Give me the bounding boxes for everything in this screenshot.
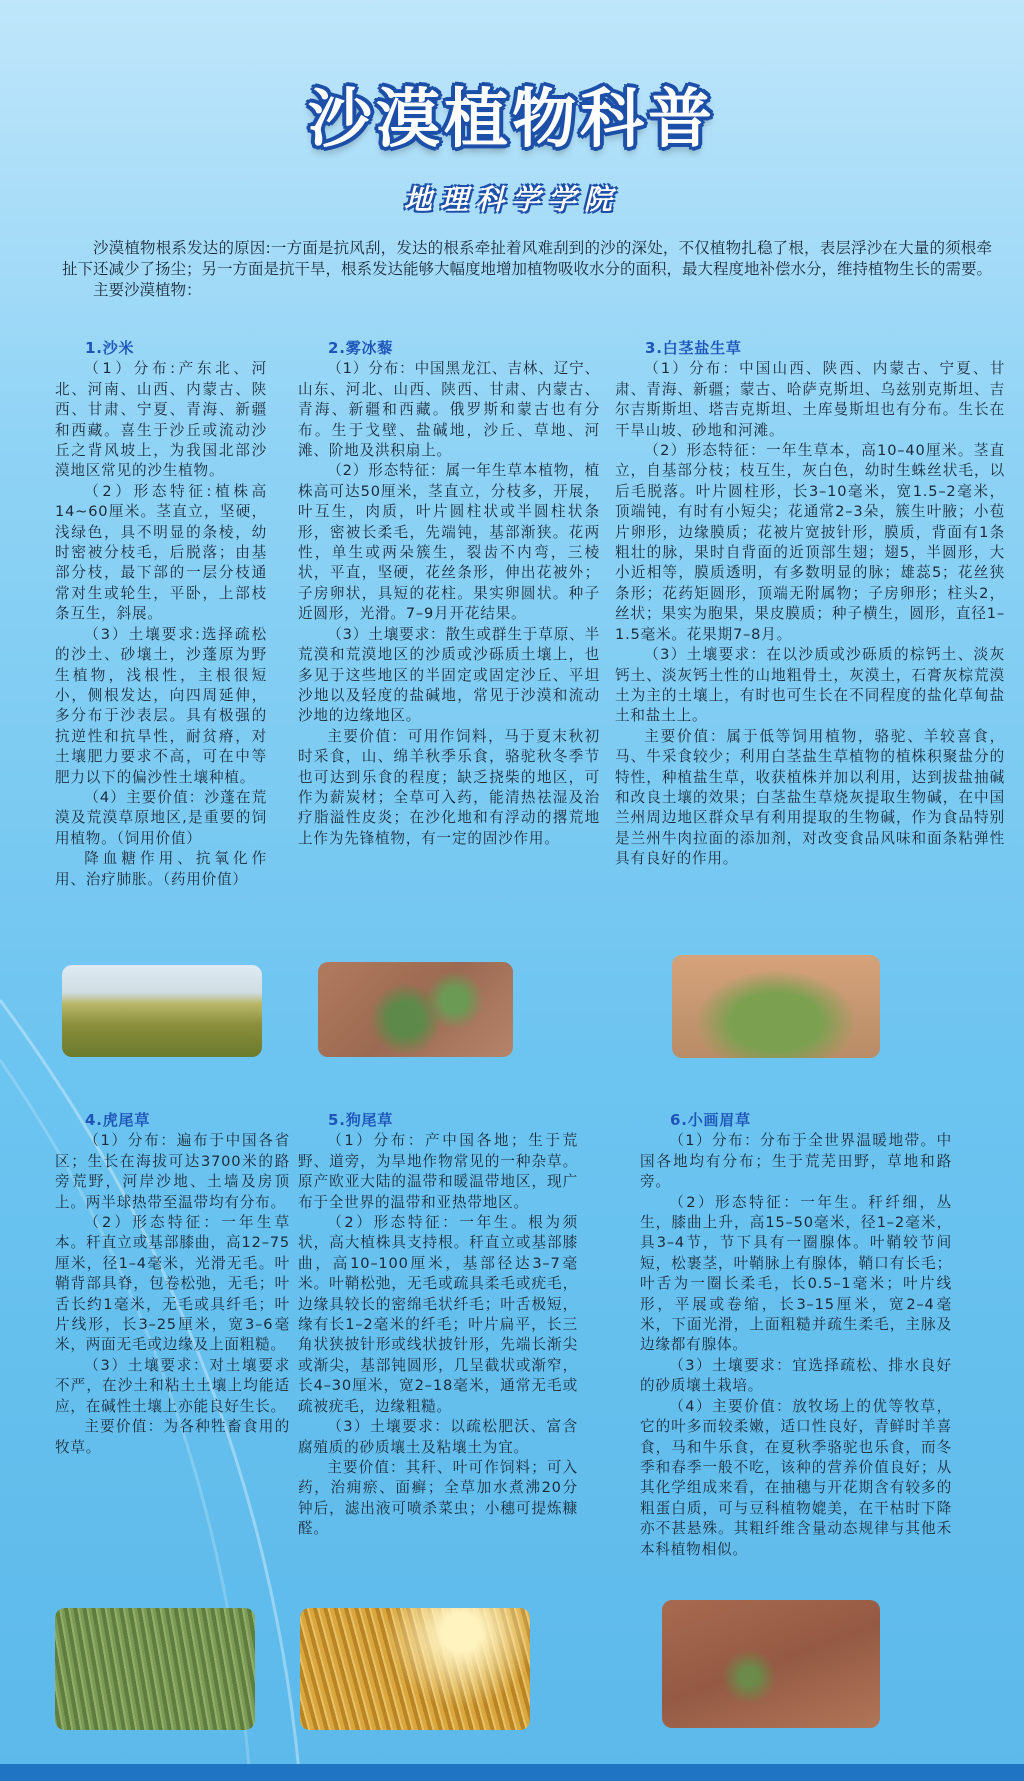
plant-paragraph: （3）土壤要求：在以沙质或沙砾质的棕钙土、淡灰钙土、淡灰钙土性的山地粗骨土，灰漠土，石膏灰棕荒漠土为主的土壤上，有时也可生长在不同程度的盐化草甸盐土和盐土上。: [615, 646, 1005, 725]
plant-title: 5.狗尾草: [328, 1111, 394, 1129]
poster-subtitle: 地理科学学院: [403, 183, 620, 216]
photo-huweicao: [55, 1608, 255, 1730]
plant-paragraph: （2）形态特征：一年生。根为须状，高大植株具支持根。秆直立或基部膝曲，高10–100厘米，基部径达3–7毫米。叶鞘松弛，无毛或疏具柔毛或疣毛，边缘具较长的密绵毛状纤毛；叶舌极短，缘有长1–2毫米的纤毛；叶片扁平，长三角状狭披针形或线状披针形，先端长渐尖或渐尖，基部钝圆形，几呈截状或渐窄，长4–30厘米，宽2–18毫米，通常无毛或疏被疣毛，边缘粗糙。: [298, 1214, 578, 1415]
plant-paragraph: （4）主要价值：放牧场上的优等牧草，它的叶多而较柔嫩，适口性良好，青鲜时羊喜食，马和牛乐食，在夏秋季骆驼也乐食，而冬季和春季一般不吃，该种的营养价值良好；从其化学组成来看，在抽穗与开花期含有较多的粗蛋白质，可与豆科植物媲美，在干枯时下降亦不甚悬殊。其粗纤维含量动态规律与其他禾本科植物相似。: [640, 1397, 952, 1558]
plant-paragraph: （1）分布:产东北、河北、河南、山西、内蒙古、陕西、甘肃、宁夏、青海、新疆和西藏。喜生于沙丘或流动沙丘之背风坡上，为我国北部沙漠地区常见的沙生植物。: [55, 360, 267, 480]
intro-paragraph: 主要沙漠植物：: [93, 281, 202, 299]
plant-title: 1.沙米: [85, 339, 135, 357]
plant-paragraph: 主要价值：为各种牲畜食用的牧草。: [55, 1418, 290, 1456]
intro-paragraph: 沙漠植物根系发达的原因:一方面是抗风刮，发达的根系牵扯着风难刮到的沙的深处，不仅植物扎稳了根，表层浮沙在大量的须根牵扯下还减少了扬尘；另一方面是抗干旱，根系发达能够大幅度地增加植物吸收水分的面积，最大程度地补偿水分，维持植物生长的需要。: [62, 239, 993, 278]
plant-section: [615, 338, 1005, 870]
plant-paragraph: 主要价值：属于低等饲用植物，骆驼、羊较喜食，马、牛采食较少；利用白茎盐生草植物的植株积聚盐分的特性，种植盐生草，收获植株并加以利用，达到拔盐抽碱和改良土壤的效果；白茎盐生草烧灰提取生物碱，在中国兰州周边地区群众早有利用提取的生物碱，作为食品特别是兰州牛肉拉面的添加剂，对改变食品风味和面条粘弹性具有良好的作用。: [615, 727, 1005, 868]
plant-paragraph: （3）土壤要求：宜选择疏松、排水良好的砂质壤土栽培。: [640, 1356, 952, 1395]
plant-section: [640, 1110, 952, 1560]
plant-paragraph: （1）分布：中国山西、陕西、内蒙古、宁夏、甘肃、青海、新疆；蒙古、哈萨克斯坦、乌兹别克斯坦、吉尔吉斯斯坦、塔吉克斯坦、土库曼斯坦也有分布。生长在干旱山坡、砂地和河滩。: [615, 360, 1005, 439]
plant-section: [298, 1110, 578, 1540]
poster-title: 沙漠植物科普: [308, 83, 716, 157]
plant-paragraph: 主要价值：其秆、叶可作饲料；可入药，治痈瘀、面癣；全草加水煮沸20分钟后，滤出液可喷杀菜虫；小穗可提炼糠醛。: [298, 1458, 578, 1538]
plant-paragraph: （2）形态特征：一年生。秆纤细，丛生，膝曲上升，高15–50毫米，径1–2毫米，具3–4节，节下具有一圈腺体。叶鞘较节间短，松裹茎，叶鞘脉上有腺体，鞘口有长毛；叶舌为一圈长柔毛，长0.5–1毫米；叶片线形，平展或卷缩，长3–15厘米，宽2–4毫米，下面光滑，上面粗糙并疏生柔毛，主脉及边缘都有腺体。: [640, 1193, 952, 1354]
plant-paragraph: 主要价值：可用作饲料，马于夏末秋初时采食，山、绵羊秋季乐食，骆驼秋冬季节也可达到乐食的程度；缺乏挠柴的地区，可作为薪炭材；全草可入药，能清热祛湿及治疗脂溢性皮炎；在沙化地和有浮动的撂荒地上作为先锋植物，有一定的固沙作用。: [298, 727, 600, 847]
plant-title: 6.小画眉草: [670, 1111, 751, 1129]
photo-baijingyanshengcao: [672, 955, 880, 1058]
plant-paragraph: （3）土壤要求：对土壤要求不严，在沙土和粘土土壤上均能适应，在碱性土壤上亦能良好生长。: [55, 1356, 290, 1415]
plant-paragraph: （2）形态特征：一年生草本。秆直立或基部膝曲，高12–75厘米，径1–4毫米，光滑无毛。叶鞘背部具脊，包卷松弛，无毛；叶舌长约1毫米，无毛或具纤毛；叶片线形，长3–25厘米，宽3–6毫米，两面无毛或边缘及上面粗糙。: [55, 1214, 290, 1354]
plant-section: [55, 1110, 290, 1458]
plant-paragraph: （4）主要价值：沙蓬在荒漠及荒漠草原地区,是重要的饲用植物。（饲用价值）: [55, 788, 267, 847]
plant-paragraph: （3）土壤要求：散生或群生于草原、半荒漠和荒漠地区的沙质或沙砾质土壤上，也多见于这些地区的半固定或固定沙丘、平坦沙地以及轻度的盐碱地，常见于沙漠和流动沙地的边缘地区。: [298, 625, 600, 725]
intro-text: [62, 238, 992, 301]
plant-title: 4.虎尾草: [85, 1111, 151, 1129]
plant-title: 2.雾冰藜: [328, 339, 394, 357]
plant-paragraph: （1）分布：分布于全世界温暖地带。中国各地均有分布；生于荒芜田野，草地和路旁。: [640, 1132, 952, 1191]
plant-paragraph: （1）分布：遍布于中国各省区；生长在海拔可达3700米的路旁荒野，河岸沙地、土墙及房顶上。两半球热带至温带均有分布。: [55, 1132, 290, 1211]
plant-paragraph: （3）土壤要求:选择疏松的沙土、砂壤土，沙蓬原为野生植物，浅根性，主根很短小，侧根发达，向四周延伸，多分布于沙表层。具有极强的抗逆性和抗旱性，耐贫瘠，对土壤肥力要求不高，可在中等肥力以下的偏沙性土壤种植。: [55, 625, 267, 786]
plant-section: [55, 338, 267, 890]
bottom-strip: [0, 1764, 1024, 1781]
plant-paragraph: （3）土壤要求：以疏松肥沃、富含腐殖质的砂质壤土及粘壤土为宜。: [298, 1418, 578, 1456]
plant-paragraph: 降血糖作用、抗氧化作用、治疗肺胀。（药用价值）: [55, 850, 267, 888]
photo-wubingli: [318, 962, 513, 1057]
plant-paragraph: （1）分布：产中国各地；生于荒野、道旁，为旱地作物常见的一种杂草。原产欧亚大陆的温带和暖温带地区，现广布于全世界的温带和亚热带地区。: [298, 1132, 578, 1211]
plant-title: 3.白茎盐生草: [645, 339, 742, 357]
plant-paragraph: （2）形态特征:植株高14~60厘米。茎直立，坚硬，浅绿色，具不明显的条棱，幼时密被分枝毛，后脱落；由基部分枝，最下部的一层分枝通常对生或轮生，平卧，上部枝条互生，斜展。: [55, 482, 267, 623]
photo-gouweicao: [300, 1608, 530, 1730]
plant-section: [298, 338, 600, 849]
plant-paragraph: （1）分布：中国黑龙江、吉林、辽宁、山东、河北、山西、陕西、甘肃、内蒙古、青海、新疆和西藏。俄罗斯和蒙古也有分布。生于戈壁、盐碱地，沙丘、草地、河滩、阶地及洪积扇上。: [298, 360, 600, 460]
photo-shami: [62, 965, 262, 1057]
photo-xiaohuameicao: [662, 1600, 880, 1728]
plant-paragraph: （2）形态特征：一年生草本，高10–40厘米。茎直立，自基部分枝；枝互生，灰白色，幼时生蛛丝状毛，以后毛脱落。叶片圆柱形，长3–10毫米，宽1.5–2毫米，顶端钝，有时有小短尖；花通常2–3朵，簇生叶腋；小苞片卵形，边缘膜质；花被片宽披针形，膜质，背面有1条粗壮的脉，果时自背面的近顶部生翅；翅5，半圆形，大小近相等，膜质透明，有多数明显的脉；雄蕊5；花丝狭条形；花药矩圆形，顶端无附属物；子房卵形；柱头2，丝状；果实为胞果，果皮膜质；种子横生，圆形，直径1–1.5毫米。花果期7–8月。: [615, 442, 1005, 643]
plant-paragraph: （2）形态特征：属一年生草本植物，植株高可达50厘米，茎直立，分枝多，开展，叶互生，肉质，叶片圆柱状或半圆柱状条形，密被长柔毛，先端钝，基部渐狭。花两性，单生或两朵簇生，裂齿不内弯，三棱状，平直，坚硬，花丝条形，伸出花被外；子房卵状，具短的花柱。果实卵圆状。种子近圆形，光滑。7–9月开花结果。: [298, 462, 600, 623]
